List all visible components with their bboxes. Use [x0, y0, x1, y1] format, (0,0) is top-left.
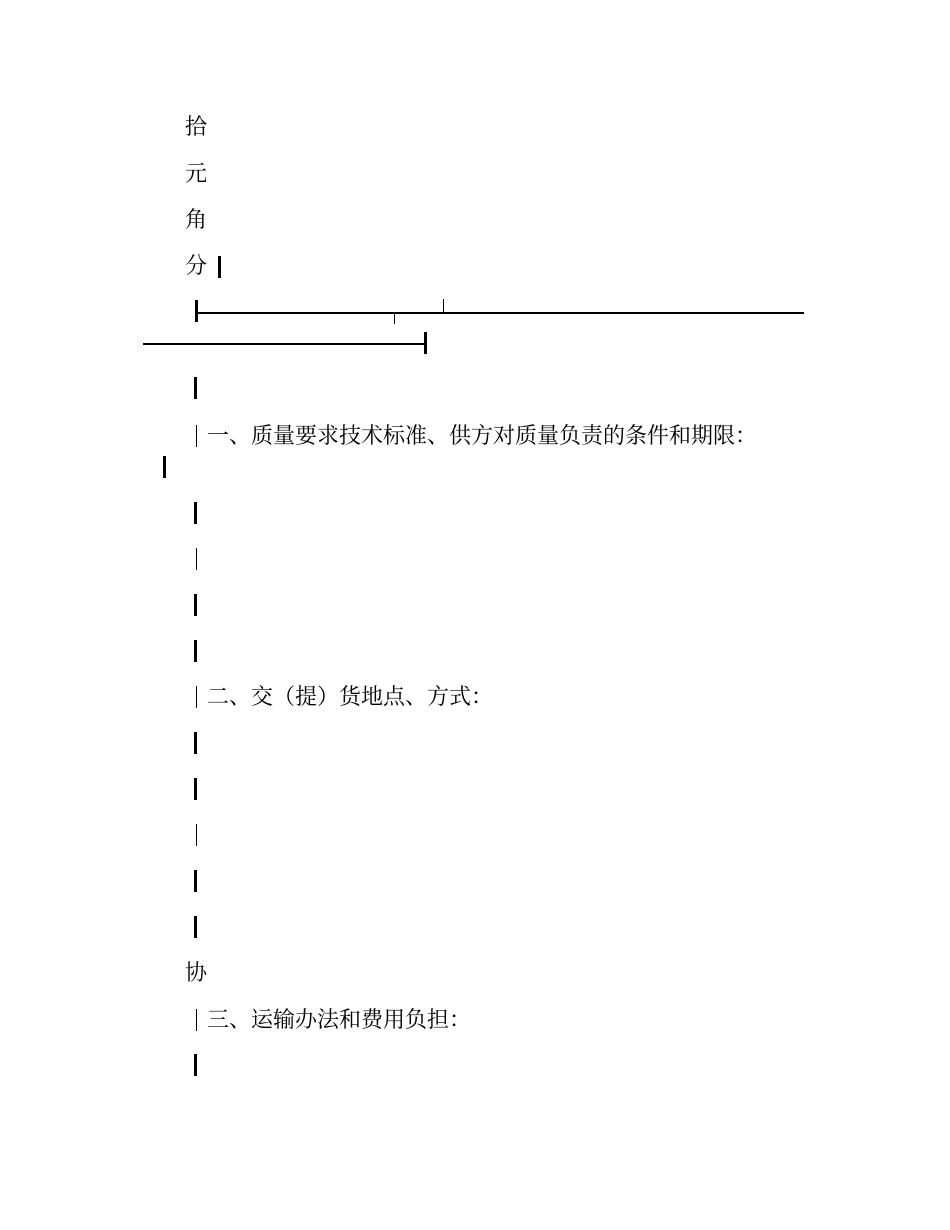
section-delivery-heading: 二、交（提）货地点、方式： [207, 685, 494, 710]
table-border-bar [194, 502, 197, 524]
table-tick [394, 313, 395, 324]
table-border-bar [194, 916, 197, 938]
table-border-bar [194, 1054, 197, 1076]
section-quality-heading: 一、质量要求技术标准、供方对质量负责的条件和期限： [207, 424, 758, 449]
table-border-bar [196, 1009, 197, 1031]
table-border-bar [218, 256, 221, 278]
table-tick [443, 299, 444, 312]
section-transport-heading: 三、运输办法和费用负担： [207, 1008, 472, 1033]
table-border-bar [196, 686, 197, 708]
table-border-bar [163, 456, 166, 478]
table-border-bar [194, 377, 197, 399]
table-border-bar [194, 594, 197, 616]
table-border-bar [196, 824, 197, 846]
table-border-bar [194, 870, 197, 892]
char-yuan: 元 [185, 162, 208, 187]
table-border-bar [194, 640, 197, 662]
table-border-bar [196, 548, 197, 570]
char-fen: 分 [185, 254, 208, 279]
char-shi: 拾 [185, 115, 208, 140]
char-xie: 协 [185, 961, 208, 986]
table-border-bar [195, 300, 198, 322]
table-border-bar [194, 732, 197, 754]
char-jiao: 角 [185, 208, 208, 233]
table-horizontal-rule [197, 312, 804, 314]
table-border-bar [424, 332, 427, 354]
table-horizontal-rule [143, 343, 427, 345]
table-border-bar [194, 778, 197, 800]
table-border-bar [196, 425, 197, 447]
